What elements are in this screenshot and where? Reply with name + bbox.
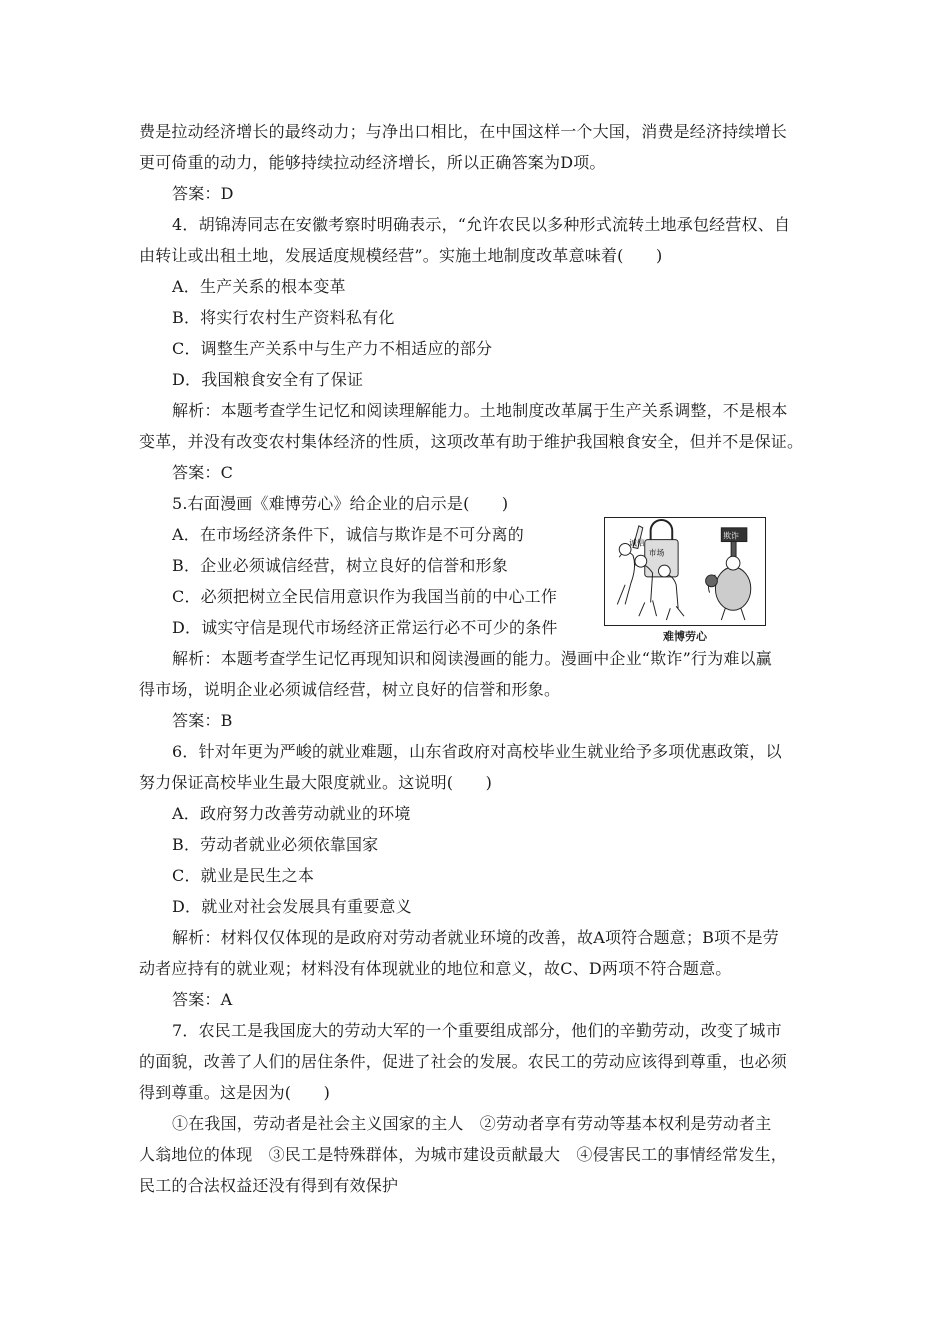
text-line: 得市场，说明企业必须诚信经营，树立良好的信誉和形象。 xyxy=(139,680,561,699)
option-a: A．生产关系的根本变革 xyxy=(172,277,346,296)
cartoon-key-label: 诚信 xyxy=(629,538,645,548)
option-b: B．将实行农村生产资料私有化 xyxy=(172,308,395,327)
text-line: 更可倚重的动力，能够持续拉动经济增长，所以正确答案为D项。 xyxy=(139,153,606,172)
option-a: A．在市场经济条件下，诚信与欺诈是不可分离的 xyxy=(172,525,524,544)
answer-line: 答案：B xyxy=(172,711,233,730)
option-b: B．劳动者就业必须依靠国家 xyxy=(172,835,379,854)
text-line: 变革，并没有改变农村集体经济的性质，这项改革有助于维护我国粮食安全，但并不是保证。 xyxy=(139,432,804,451)
option-c: C．调整生产关系中与生产力不相适应的部分 xyxy=(172,339,493,358)
question-6: 6．针对年更为严峻的就业难题，山东省政府对高校毕业生就业给予多项优惠政策，以 xyxy=(172,742,782,761)
text-line: 得到尊重。这是因为( ) xyxy=(139,1083,331,1102)
cartoon-drawing xyxy=(605,518,765,625)
cartoon-illustration xyxy=(604,517,766,626)
option-d: D．就业对社会发展具有重要意义 xyxy=(172,897,412,916)
option-d: D．我国粮食安全有了保证 xyxy=(172,370,364,389)
option-c: C．必须把树立全民信用意识作为我国当前的中心工作 xyxy=(172,587,558,606)
analysis-line: 解析：材料仅仅体现的是政府对劳动者就业环境的改善，故A项符合题意；B项不是劳 xyxy=(172,928,779,947)
statement-line: ①在我国，劳动者是社会主义国家的主人 ②劳动者享有劳动等基本权利是劳动者主 xyxy=(172,1114,772,1133)
analysis-line: 解析：本题考查学生记忆再现知识和阅读漫画的能力。漫画中企业“欺诈”行为难以赢 xyxy=(172,649,772,668)
text-line: 努力保证高校毕业生最大限度就业。这说明( ) xyxy=(139,773,493,792)
answer-line: 答案：D xyxy=(172,184,234,203)
option-a: A．政府努力改善劳动就业的环境 xyxy=(172,804,411,823)
text-line: 动者应持有的就业观；材料没有体现就业的地位和意义，故C、D两项不符合题意。 xyxy=(139,959,732,978)
text-line: 费是拉动经济增长的最终动力；与净出口相比，在中国这样一个大国，消费是经济持续增长 xyxy=(139,122,788,141)
question-5: 5.右面漫画《难博劳心》给企业的启示是( ) xyxy=(172,494,509,513)
cartoon-hammer-label: 欺诈 xyxy=(723,531,739,541)
answer-line: 答案：C xyxy=(172,463,234,482)
text-line: 民工的合法权益还没有得到有效保护 xyxy=(139,1176,399,1195)
cartoon-lock-label: 市场 xyxy=(648,548,665,558)
option-d: D．诚实守信是现代市场经济正常运行必不可少的条件 xyxy=(172,618,558,637)
option-c: C．就业是民生之本 xyxy=(172,866,315,885)
text-line: 人翁地位的体现 ③民工是特殊群体，为城市建设贡献最大 ④侵害民工的事情经常发生， xyxy=(139,1145,788,1164)
cartoon-caption: 难博劳心 xyxy=(663,630,707,643)
option-b: B．企业必须诚信经营，树立良好的信誉和形象 xyxy=(172,556,508,575)
analysis-line: 解析：本题考查学生记忆和阅读理解能力。土地制度改革属于生产关系调整，不是根本 xyxy=(172,401,788,420)
answer-line: 答案：A xyxy=(172,990,233,1009)
text-line: 由转让或出租土地，发展适度规模经营”。实施土地制度改革意味着( ) xyxy=(139,246,663,265)
text-line: 的面貌，改善了人们的居住条件，促进了社会的发展。农民工的劳动应该得到尊重，也必须 xyxy=(139,1052,788,1071)
question-7: 7．农民工是我国庞大的劳动大军的一个重要组成部分，他们的辛勤劳动，改变了城市 xyxy=(172,1021,782,1040)
question-4: 4．胡锦涛同志在安徽考察时明确表示，“允许农民以多种形式流转土地承包经营权、自 xyxy=(172,215,791,234)
